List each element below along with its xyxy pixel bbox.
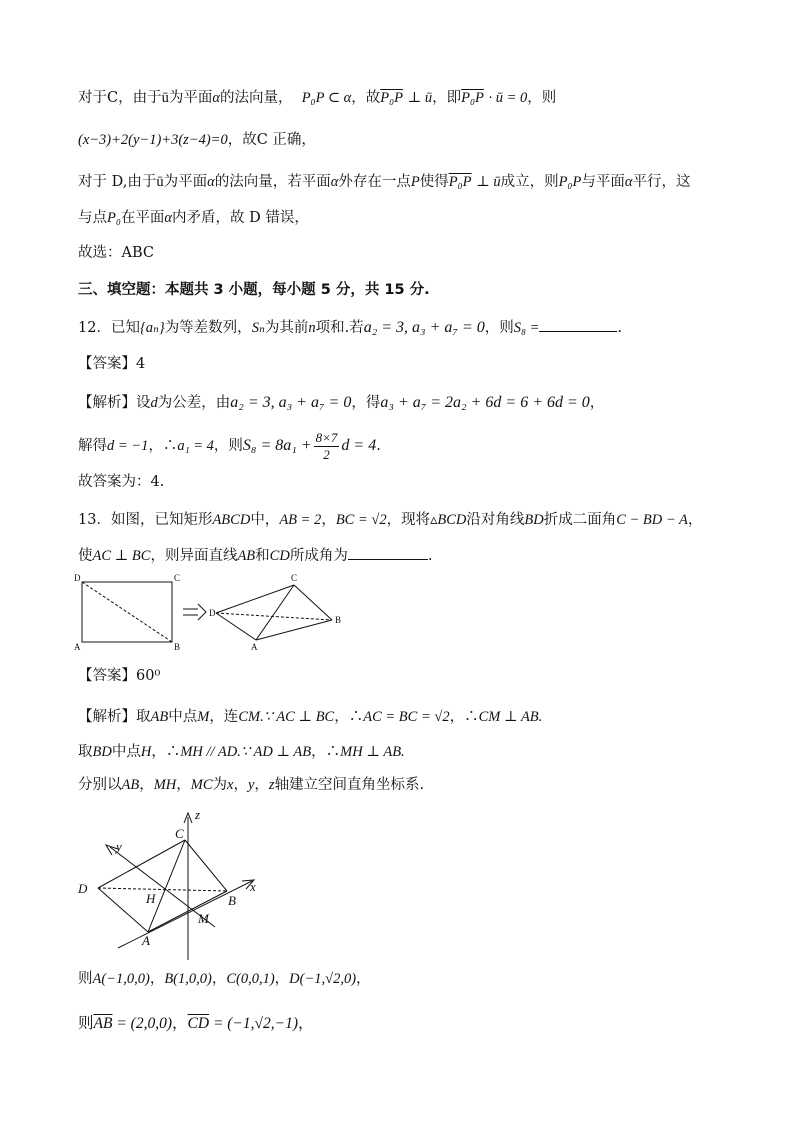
alpha: α: [212, 90, 220, 106]
point-h: H: [140, 744, 152, 760]
text: 对于 D,由于: [78, 174, 157, 190]
formula: ∵ AC ⊥ BC: [263, 709, 335, 725]
arrow-icon: [183, 604, 206, 620]
q12-solution-2: [78, 428, 381, 464]
text: ，: [589, 395, 605, 411]
text: 【解析】设: [78, 395, 151, 411]
text: 的法向量，: [219, 90, 293, 106]
s8-formula: S₈ = 8a₁ +: [242, 437, 312, 454]
q13-solution-1: [78, 707, 542, 727]
formula: ∵ AD ⊥ AB: [240, 744, 312, 760]
label-a: A: [251, 642, 258, 652]
text: ，∴: [334, 709, 364, 725]
coord-a: A(−1,0,0): [92, 971, 150, 987]
text: ，得: [351, 395, 381, 411]
line-p0p: P₀P: [558, 174, 582, 190]
label-d: D: [209, 608, 216, 618]
a1-value: a₁ = 4: [177, 438, 214, 454]
point-m: M: [197, 709, 210, 725]
text: ，则: [527, 90, 557, 106]
q13-solution-2: [78, 742, 405, 762]
text: 13．如图，已知矩形: [78, 512, 213, 528]
text: 中点: [168, 709, 198, 725]
axis-y: y: [247, 777, 255, 793]
edge-db: [98, 888, 227, 891]
formula: ⊥ ū: [476, 174, 501, 190]
var-d: d: [150, 395, 158, 411]
answer-blank[interactable]: [348, 547, 428, 560]
text: 所成角为: [289, 548, 348, 564]
formula: · ū = 0: [488, 90, 528, 106]
segment-cm: CM.: [238, 709, 264, 725]
text: 解得: [78, 438, 107, 454]
text: .: [376, 438, 381, 454]
segment-mh: MH: [153, 777, 177, 793]
para-option-d: [78, 172, 690, 192]
text: 沿对角线: [466, 512, 525, 528]
formula: AC = BC = √2: [363, 709, 450, 725]
segment-bd: BD: [92, 744, 112, 760]
text: 则: [78, 971, 93, 987]
label-m: M: [198, 911, 209, 926]
text: 为平面: [168, 90, 213, 106]
ab-length: AB = 2: [279, 512, 322, 528]
line-ab: AB: [237, 548, 256, 564]
vector-cd-value: = (−1,√2,−1): [209, 1015, 299, 1032]
question-13: [78, 510, 702, 530]
condition: AC ⊥ BC: [92, 548, 151, 564]
text: 与平面: [581, 174, 625, 190]
point-p: P: [410, 174, 420, 190]
label-b: B: [335, 615, 342, 625]
label-h: H: [146, 891, 156, 906]
q13-answer: 【答案】60⁰: [78, 668, 161, 684]
denominator: 2: [323, 446, 330, 462]
label-b: B: [174, 642, 181, 652]
label-y: y: [116, 839, 122, 854]
question-12: [78, 318, 622, 338]
text: 对于C，由于: [78, 90, 162, 106]
segment-mc: MC: [190, 777, 213, 793]
text: 取: [78, 744, 93, 760]
text: 为公差，由: [157, 395, 231, 411]
text: ，: [211, 971, 227, 987]
label-c: C: [175, 826, 184, 841]
vector-u: ū: [156, 174, 164, 190]
edge-da: [98, 888, 148, 932]
text: 平行，这: [632, 174, 691, 190]
formula: ⊥ ū: [407, 90, 433, 106]
text: ，: [274, 971, 290, 987]
s8: S₈ =: [513, 320, 540, 336]
text: ，故C 正确，: [227, 132, 316, 148]
text: ，∴: [449, 709, 479, 725]
label-d: D: [74, 573, 81, 583]
text: ，∴: [148, 438, 178, 454]
text: ，: [233, 777, 248, 793]
text: 为平面: [163, 174, 208, 190]
label-d: D: [78, 881, 88, 896]
text: ，: [298, 1014, 314, 1032]
formula: CM ⊥ AB.: [478, 709, 543, 725]
text: ，∴: [151, 744, 181, 760]
para-plane-equation: [78, 130, 316, 150]
q13-solution-3: [78, 775, 424, 795]
text: 外存在一点: [338, 174, 411, 190]
label-a: A: [74, 642, 81, 652]
coord-d: D(−1,√2,0): [289, 971, 357, 987]
text: 12．已知: [78, 320, 140, 336]
text: ，: [149, 971, 165, 987]
sequence: {aₙ}: [139, 320, 165, 336]
text: 为: [212, 777, 228, 793]
s8-result: d = 4: [341, 437, 377, 454]
formula: P₀P ⊂ α: [301, 90, 352, 106]
vector-ab-value: = (2,0,0): [112, 1015, 172, 1032]
text: 则: [78, 1014, 94, 1032]
vector-u: ū: [161, 90, 169, 106]
vectors: [78, 1013, 314, 1034]
segment-ab: AB: [150, 709, 169, 725]
text: ，: [356, 971, 371, 987]
text: ，现将: [386, 512, 431, 528]
text: ，则: [484, 320, 514, 336]
vector-p0p: P₀P: [461, 90, 484, 106]
edge-da: [216, 613, 256, 640]
alpha: α: [330, 174, 339, 190]
formula: MH ⊥ AB.: [340, 744, 405, 760]
para-contradiction: [78, 208, 309, 228]
figure-fold: [70, 570, 370, 655]
formula: MH // AD.: [180, 744, 241, 760]
text: 与点: [78, 210, 107, 226]
text: ，连: [209, 709, 239, 725]
text: 【解析】取: [78, 709, 151, 725]
bc-length: BC = √2: [335, 512, 387, 528]
question-13-cont: [78, 546, 432, 566]
text: 的法向量，若平面: [214, 174, 331, 190]
triangle-bcd: ▵BCD: [430, 512, 467, 528]
coordinates: [78, 969, 371, 989]
text: ，则异面直线: [150, 548, 238, 564]
vector-ab: $\overline{AB}$: [93, 1015, 113, 1032]
d-value: d = −1: [107, 438, 149, 454]
text: 轴建立空间直角坐标系.: [274, 777, 425, 793]
text: 为等差数列，: [164, 320, 252, 336]
label-a: A: [142, 933, 150, 948]
text: 使: [78, 548, 93, 564]
axis-x: x: [227, 777, 234, 793]
text: 和: [255, 548, 270, 564]
edge-cb: [294, 585, 332, 620]
text: 折成二面角: [543, 512, 617, 528]
plane-equation: (x−3)+2(y−1)+3(z−4)=0: [78, 132, 228, 148]
text: 为其前: [264, 320, 309, 336]
text: 在平面: [120, 210, 165, 226]
text: ，即: [432, 90, 462, 106]
sum-sn: Sₙ: [251, 320, 265, 336]
x-axis: [118, 881, 252, 948]
text: 分别以: [78, 777, 122, 793]
label-c: C: [291, 573, 298, 583]
text: 使得: [419, 174, 449, 190]
vector-p0p: P₀P: [380, 90, 403, 106]
text: ，: [321, 512, 336, 528]
equation: a₃ + a₇ = 2a₂ + 6d = 6 + 6d = 0: [380, 394, 590, 411]
condition: a₂ = 3, a₃ + a₇ = 0: [363, 319, 485, 336]
coord-b: B(1,0,0): [164, 971, 212, 987]
label-x: x: [250, 879, 256, 894]
text: ，: [139, 777, 154, 793]
answer-choice: 故选：ABC: [78, 245, 154, 261]
text: ，则: [213, 438, 243, 454]
text: 项和.若: [315, 320, 364, 336]
var-n: n: [308, 320, 316, 336]
text: ，: [176, 777, 191, 793]
fraction: [314, 430, 340, 463]
coord-c: C(0,0,1): [226, 971, 275, 987]
edge-cb: [185, 840, 227, 891]
rect-abcd: ABCD: [212, 512, 251, 528]
point-p0: P₀: [107, 210, 121, 226]
text: 中点: [111, 744, 141, 760]
q12-final: 故答案为：4.: [78, 474, 165, 490]
alpha: α: [164, 210, 173, 226]
text: .: [617, 320, 623, 336]
text: .: [427, 548, 433, 564]
edge-dc: [216, 585, 294, 613]
answer-blank[interactable]: [539, 319, 617, 332]
condition: a₂ = 3, a₃ + a₇ = 0: [230, 394, 352, 411]
text: ，故: [351, 90, 381, 106]
edge-ca: [148, 840, 185, 932]
section-title: 三、填空题：本题共 3 小题，每小题 5 分，共 15 分.: [78, 282, 430, 298]
text: ，: [687, 512, 703, 528]
axis-z: z: [268, 777, 275, 793]
segment-ab: AB: [121, 777, 140, 793]
text: ，: [254, 777, 269, 793]
label-b: B: [228, 893, 236, 908]
text: 中，: [250, 512, 280, 528]
text: ，∴: [311, 744, 341, 760]
numerator: 8×7: [315, 429, 338, 445]
q12-answer: 【答案】4: [78, 356, 146, 372]
label-z: z: [195, 807, 201, 822]
text: 内矛盾，故 D 错误，: [172, 210, 309, 226]
vector-cd: $\overline{CD}$: [187, 1015, 210, 1032]
figure-coordinates: [70, 805, 270, 965]
para-option-c: [78, 88, 556, 108]
dihedral-angle: C − BD − A: [616, 512, 688, 528]
diagonal-db: [82, 582, 172, 642]
text: ，: [172, 1014, 188, 1032]
diagonal-bd: BD: [524, 512, 544, 528]
label-c: C: [174, 573, 181, 583]
alpha: α: [207, 174, 215, 190]
q12-solution-1: [78, 393, 604, 413]
line-cd: CD: [269, 548, 290, 564]
text: 成立，则: [500, 174, 559, 190]
vector-p0p: P₀P: [448, 174, 472, 190]
alpha: α: [624, 174, 633, 190]
